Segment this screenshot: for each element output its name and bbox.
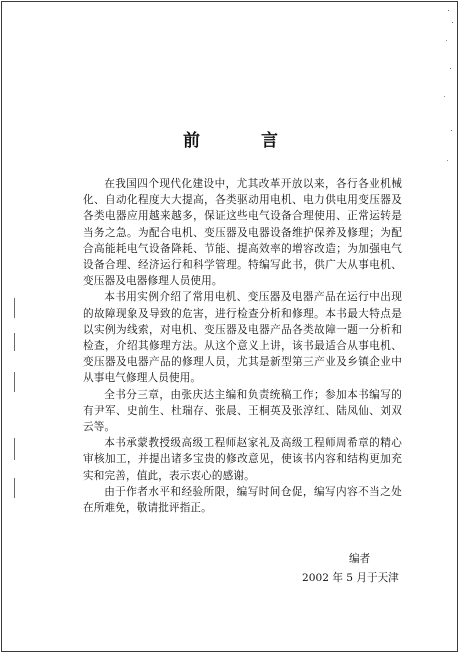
paragraph-2: 本书用实例介绍了常用电机、变压器及电器产品在运行中出现的故障现象及导致的危害，进行检查分析和修理。本书最大特点是以实例为线索，对电机、变压器及电器产品各类故障一题一分析和检查，介绍其修理方法。从这个意义上讲，该书最适合从事电机、变压器及电器产品的修理人员，尤其是新型第三产业及乡镇企业中从事电气修理人员使用。 <box>83 291 402 385</box>
paragraph-1: 在我国四个现代化建设中，尤其改革开放以来，各行各业机械化、自动化程度大大提高，各类驱动用电机、电力供电用变压器及各类电器应用越来越多，保证这些电气设备合理使用、正常运转是当务之急。为配合电机、变压器及电器设备维护保养及修理；为配合高能耗电气设备降耗、节能、提高效率的增容改造；为加强电气设备合理、经济运行和科学管理。特编写此书，供广大从事电机、变压器及电器修理人员使用。 <box>83 178 402 288</box>
signature-author: 编者 <box>349 553 371 565</box>
page-title: 前 言 <box>183 131 300 151</box>
signature-date: 2002 年 5 月于天津 <box>302 572 399 584</box>
paragraph-4: 本书承蒙教授级高级工程师赵家礼及高级工程师周希章的精心审核加工，并提出诸多宝贵的修改意见，使该书内容和结构更加充实和完善，值此，表示衷心的感谢。 <box>83 437 402 482</box>
margin-mark-1 <box>14 298 15 318</box>
margin-mark-4 <box>14 438 15 460</box>
margin-mark-2 <box>14 333 15 351</box>
paragraph-5: 由于作者水平和经验所限，编写时间仓促，编写内容不当之处在所难免，敬请批评指正。 <box>83 485 402 515</box>
preface-body <box>83 176 402 516</box>
margin-mark-3 <box>14 372 15 392</box>
margin-mark-5 <box>14 478 15 498</box>
paragraph-3: 全书分三章，由张庆达主编和负责统稿工作；参加本书编写的有尹军、史前生、杜瑞存、张晨、王桐英及张淳红、陆凤仙、刘双云等。 <box>83 388 402 434</box>
